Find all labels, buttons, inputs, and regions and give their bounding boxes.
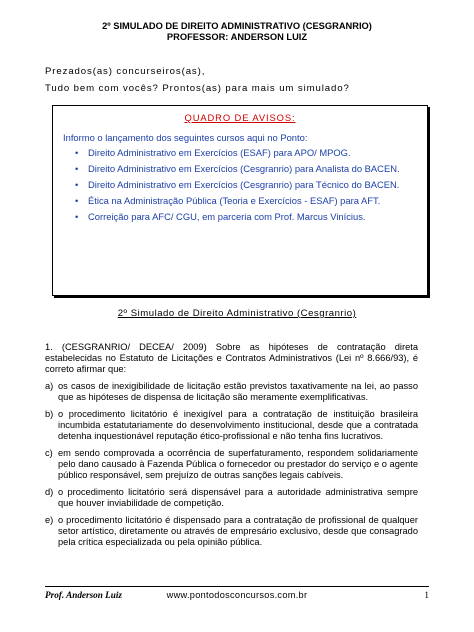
option-c bbox=[45, 448, 418, 481]
greeting-line-2: Tudo bem com vocês? Prontos(as) para mais um simulado? bbox=[45, 83, 350, 94]
footer-author: Prof. Anderson Luiz bbox=[45, 590, 123, 600]
course-item-text: Direito Administrativo em Exercícios (Cesgranrio) para Técnico do BACEN. bbox=[88, 179, 400, 190]
header-professor: PROFESSOR: ANDERSON LUIZ bbox=[166, 32, 308, 42]
option-e bbox=[45, 515, 418, 548]
greeting-line-1: Prezados(as) concurseiros(as), bbox=[45, 66, 206, 77]
option-letter: d) bbox=[45, 487, 54, 497]
option-text: o procedimento licitatório será dispensável para a autoridade administrativa sempre que houver inviabilidade de competição. bbox=[58, 487, 418, 508]
bullet-icon: • bbox=[75, 147, 79, 158]
course-item bbox=[53, 147, 427, 159]
course-item bbox=[53, 195, 427, 207]
course-item bbox=[53, 179, 427, 191]
course-list bbox=[53, 147, 427, 223]
notice-title: QUADRO DE AVISOS: bbox=[184, 112, 296, 123]
section-title: 2º Simulado de Direito Administrativo (Cesgranrio) bbox=[117, 308, 357, 319]
header-title: 2º SIMULADO DE DIREITO ADMINISTRATIVO (CESGRANRIO) bbox=[102, 21, 372, 31]
option-text: os casos de inexigibilidade de licitação estão previstos taxativamente na lei, ao passo que as hipóteses de dispensa de licitação são meramente exemplificativas. bbox=[58, 381, 418, 402]
document-header bbox=[0, 21, 474, 43]
bullet-icon: • bbox=[75, 163, 79, 174]
footer-divider bbox=[45, 586, 429, 587]
greeting bbox=[45, 63, 350, 97]
option-letter: a) bbox=[45, 381, 54, 391]
bullet-icon: • bbox=[75, 211, 79, 222]
option-d bbox=[45, 487, 418, 509]
course-item-text: Correição para AFC/ CGU, em parceria com Prof. Marcus Vinícius. bbox=[88, 211, 366, 222]
notice-intro: Informo o lançamento dos seguintes cursos aqui no Ponto: bbox=[63, 132, 308, 143]
option-a bbox=[45, 381, 418, 403]
option-letter: c) bbox=[45, 448, 53, 458]
option-letter: e) bbox=[45, 515, 54, 525]
course-item-text: Ética na Administração Pública (Teoria e Exercícios - ESAF) para AFT. bbox=[88, 195, 381, 206]
notice-box bbox=[52, 105, 428, 296]
page-number: 1 bbox=[424, 590, 429, 600]
option-letter: b) bbox=[45, 409, 54, 419]
footer-website: www.pontodosconcursos.com.br bbox=[166, 590, 308, 600]
option-text: o procedimento licitatório é inexigível para a contratação de instituição brasileira incumbida estatutariamente do desenvolvimento institucional, desde que a contratada detenha inquestionável reputação ético-profissional e não tenha fins lucrativos. bbox=[58, 409, 418, 441]
course-item bbox=[53, 211, 427, 223]
bullet-icon: • bbox=[75, 179, 79, 190]
option-text: o procedimento licitatório é dispensado para a contratação de profissional de qualquer setor artístico, diretamente ou através de empresário exclusivo, desde que consagrado pela crítica especializada ou pela opinião pública. bbox=[58, 515, 418, 547]
bullet-icon: • bbox=[75, 195, 79, 206]
option-b bbox=[45, 409, 418, 442]
course-item-text: Direito Administrativo em Exercícios (ESAF) para APO/ MPOG. bbox=[88, 147, 351, 158]
option-text: em sendo comprovada a ocorrência de superfaturamento, respondem solidariamente pelo dano causado à Fazenda Pública o fornecedor ou prestador do serviço e o agente público responsável, sem prejuízo de outras sanções legais cabíveis. bbox=[58, 448, 418, 480]
course-item bbox=[53, 163, 427, 175]
question-1 bbox=[45, 342, 418, 554]
question-stem: 1. (CESGRANRIO/ DECEA/ 2009) Sobre as hipóteses de contratação direta estabelecidas no Estatuto de Licitações e Contratos Administrativos (Lei nº 8.666/93), é correto afirmar que: bbox=[45, 342, 418, 374]
course-item-text: Direito Administrativo em Exercícios (Cesgranrio) para Analista do BACEN. bbox=[88, 163, 400, 174]
